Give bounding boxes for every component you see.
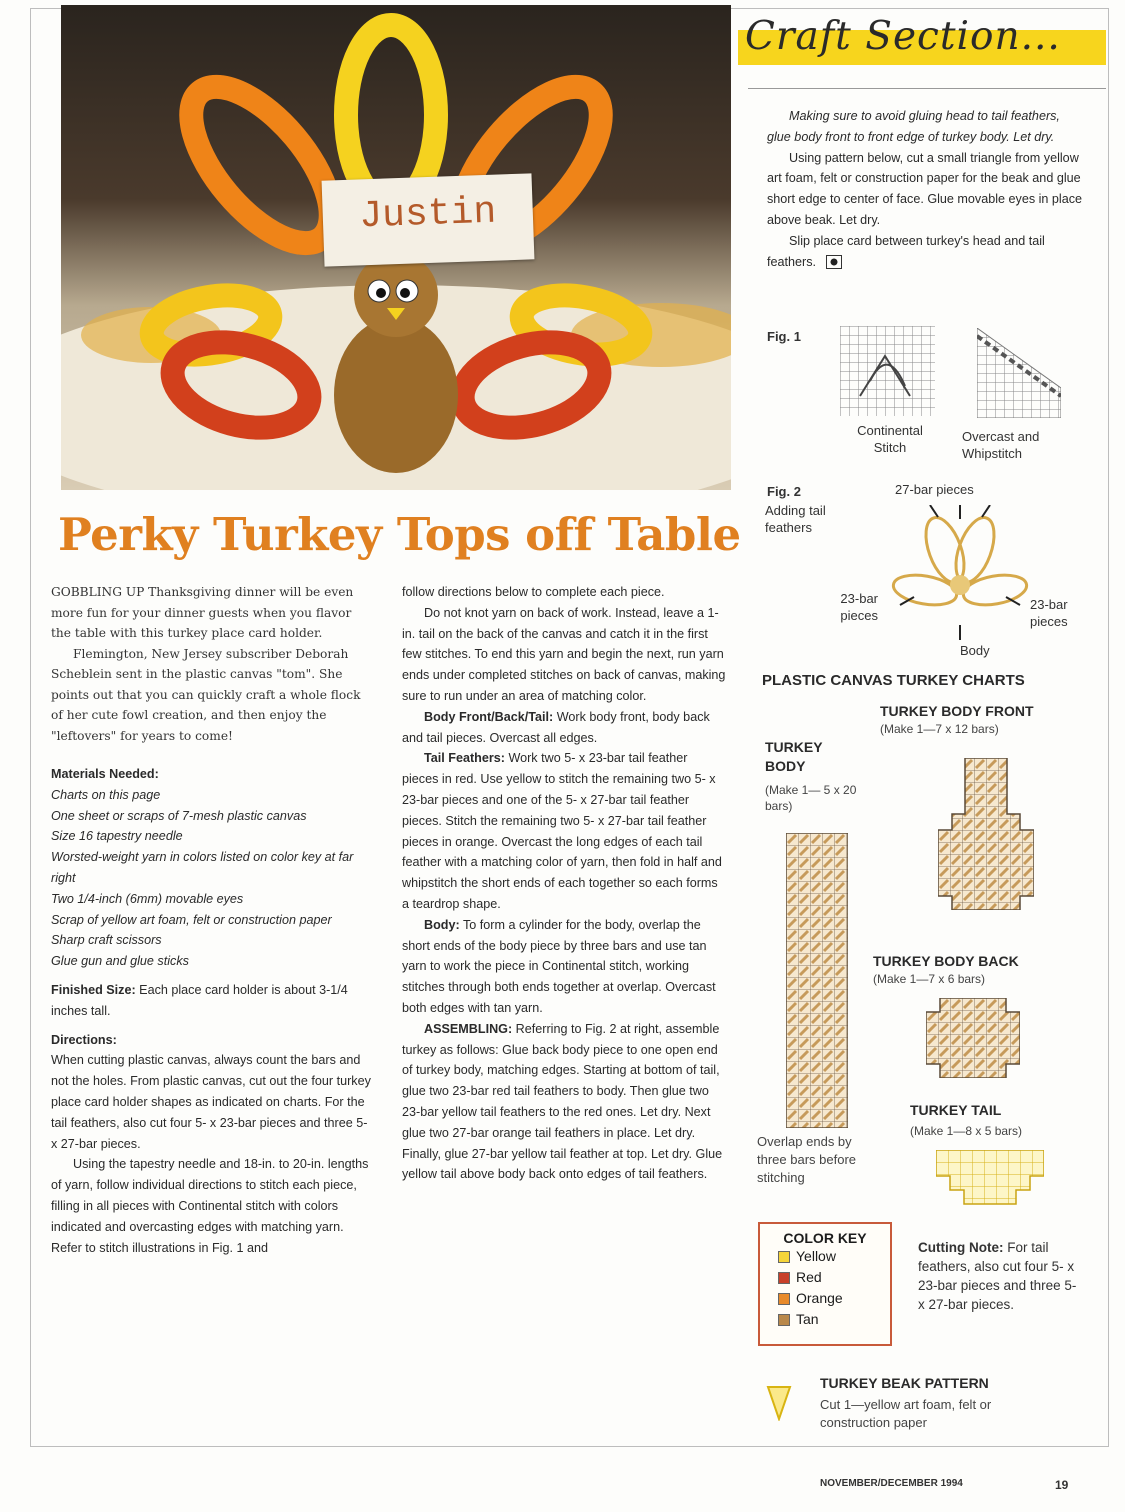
body-title: TURKEY BODY (765, 739, 823, 774)
col3-paragraph-2: Using pattern below, cut a small triangle from yellow art foam, felt or construction paper for the beak and glue short edge to center of face. Glue movable eyes in place above beak. Let dry. (767, 150, 1083, 227)
charts-title: PLASTIC CANVAS TURKEY CHARTS (762, 672, 1025, 689)
turkey-body-back-chart (926, 998, 1020, 1078)
finished-size (51, 980, 371, 1022)
fig2-right-label: 23-bar pieces (1030, 597, 1068, 629)
beak-text: Cut 1—yellow art foam, felt or construction paper (820, 1397, 992, 1430)
body-fbt-text: Work body front, body back and tail pieces. Overcast all edges. (402, 709, 710, 745)
red-swatch (778, 1272, 790, 1284)
materials-list (51, 785, 371, 972)
cutting-note (918, 1238, 1078, 1314)
color-key-item (778, 1267, 890, 1288)
footer-issue: NOVEMBER/DECEMBER 1994 (820, 1478, 963, 1489)
materials-item: Scrap of yellow art foam, felt or construction paper (51, 912, 332, 927)
article-headline: Perky Turkey Tops off Table (58, 508, 741, 561)
body-back-sub: (Make 1—7 x 6 bars) (873, 972, 986, 986)
fig1-right-caption: Overcast and Whipstitch (962, 429, 1040, 461)
body-front-title: TURKEY BODY FRONT (880, 703, 1034, 719)
color-key-label: Tan (796, 1311, 819, 1327)
section-title: Craft Section... (745, 14, 1061, 59)
assembling-text: Referring to Fig. 2 at right, assemble turkey as follows: Glue back body piece to one open end of turkey body, matching edges. Starting at bottom of tail, glue two 23-bar red tail feathers to body. Then glue two 23-bar yellow tail feathers to the red ones. Let dry. Next glue two 27-bar orange tail feathers in place. Let dry. Finally, glue 27-bar yellow tail feather at top. Let dry. Glue yellow tail above body back onto edges of tail feathers. (402, 1021, 723, 1182)
materials-item: Charts on this page (51, 787, 161, 802)
color-key-label: Red (796, 1269, 822, 1285)
turkey-photo (61, 5, 731, 490)
overcast-whipstitch-diagram (977, 328, 1061, 418)
fig2-bottom-label: Body (960, 643, 990, 658)
materials-item: Size 16 tapestry needle (51, 829, 183, 844)
orange-swatch (778, 1293, 790, 1305)
color-key-title: COLOR KEY (783, 1230, 867, 1246)
intro-paragraph-1: GOBBLING UP Thanksgiving dinner will be even more fun for your dinner guests when you flavor the table with this turkey place card holder. (51, 585, 354, 640)
section-rule (748, 88, 1106, 89)
directions-heading: Directions: (51, 1032, 117, 1047)
color-key-item (778, 1309, 890, 1330)
col3-paragraph-3 (767, 231, 1087, 273)
tail-sub: (Make 1—8 x 5 bars) (910, 1124, 1023, 1138)
body-front-sub: (Make 1—7 x 12 bars) (880, 722, 999, 736)
beak-pattern-icon (766, 1385, 792, 1421)
body-text: To form a cylinder for the body, overlap the short ends of the body piece by three bars and use tan yarn to work the piece in Continental stitch, working stitches through both ends together at overlap. Overcast both edges with tan yarn. (402, 917, 716, 1015)
turkey-tail-chart (936, 1150, 1044, 1216)
directions-paragraph-1: When cutting plastic canvas, always count the bars and not the holes. From plastic canvas, cut out the four turkey place card holder shapes as indicated on charts. For the tail feathers, also cut four 5- x 23-bar pieces and three 5- x 27-bar pieces. (51, 1053, 371, 1151)
body-fbt-paragraph (402, 707, 727, 749)
materials-item: Worsted-weight yarn in colors listed on color key at far right (51, 850, 354, 885)
end-of-article-icon (826, 255, 842, 269)
fig2-caption: Adding tail feathers (765, 503, 826, 535)
body-note: Overlap ends by three bars before stitching (757, 1134, 857, 1185)
tail-title: TURKEY TAIL (910, 1102, 1002, 1118)
col3-paragraph-1: Making sure to avoid gluing head to tail feathers, glue body front to front edge of turkey body. Let dry. (767, 109, 1060, 144)
fig2-label: Fig. 2 (767, 484, 801, 499)
materials-item: Sharp craft scissors (51, 933, 162, 948)
fig1-left-caption: Continental Stitch (857, 423, 923, 455)
body-heading: Body: (424, 917, 460, 932)
assembling-paragraph (402, 1019, 727, 1185)
footer-page-number: 19 (1055, 1478, 1069, 1492)
assembling-heading: ASSEMBLING: (424, 1021, 513, 1036)
body-fbt-heading: Body Front/Back/Tail: (424, 709, 554, 724)
materials-heading: Materials Needed: (51, 767, 159, 781)
materials-item: Glue gun and glue sticks (51, 954, 189, 969)
cutting-note-heading: Cutting Note: (918, 1240, 1004, 1255)
continental-stitch-diagram (840, 326, 935, 416)
tan-swatch (778, 1314, 790, 1326)
body-back-title: TURKEY BODY BACK (873, 953, 1019, 969)
turkey-body-chart (786, 833, 848, 1128)
tail-feathers-paragraph (402, 748, 727, 914)
color-key-item (778, 1288, 890, 1309)
tail-feather-assembly-diagram (880, 505, 1040, 645)
finished-size-text: Each place card holder is about 3-1/4 inches tall. (51, 982, 348, 1018)
cutting-note-text: For tail feathers, also cut four 5- x 23-bar pieces and three 5- x 27-bar pieces. (918, 1240, 1077, 1312)
beak-title: TURKEY BEAK PATTERN (820, 1375, 989, 1391)
fig1-label: Fig. 1 (767, 329, 801, 344)
col2-paragraph-1: follow directions below to complete each piece. (402, 585, 665, 599)
directions-paragraph-2: Using the tapestry needle and 18-in. to 20-in. lengths of yarn, follow individual directions to stitch each piece, filling in all pieces with Continental stitch with colors indicated and overcasting edges with matching yarn. Refer to stitch illustrations in Fig. 1 and (51, 1157, 369, 1255)
color-key-label: Yellow (796, 1248, 836, 1264)
body-sub: (Make 1— 5 x 20 bars) (765, 783, 857, 813)
color-key-label: Orange (796, 1290, 843, 1306)
materials-item: One sheet or scraps of 7-mesh plastic canvas (51, 808, 307, 823)
tail-feathers-text: Work two 5- x 23-bar tail feather pieces in red. Use yellow to stitch the remaining two 5- x 23-bar pieces and one of the 5- x 27-bar tail feather pieces. Stitch the remaining two 5- x 27-bar tail feather pieces in orange. Overcast the long edges of each tail feather with a matching color of yarn, then fold in half and whipstitch the short ends of each together so each forms a teardrop shape. (402, 751, 722, 911)
column-2 (402, 582, 727, 1185)
fig2-top-label: 27-bar pieces (895, 482, 974, 497)
body-paragraph (402, 915, 727, 1019)
fig2-left-label: 23-bar pieces (840, 591, 878, 623)
finished-size-heading: Finished Size: (51, 982, 136, 997)
yellow-swatch (778, 1251, 790, 1263)
turkey-body-front-chart (938, 758, 1034, 910)
column-1 (51, 582, 371, 1258)
intro-paragraph-2: Flemington, New Jersey subscriber Deborah Scheblein sent in the plastic canvas "tom". She points out that you can quickly craft a whole flock of her cute fowl creation, and then enjoy the "leftovers" for years to come! (51, 646, 361, 743)
place-card-name: Justin (358, 190, 497, 239)
materials-item: Two 1/4-inch (6mm) movable eyes (51, 891, 244, 906)
col3-paragraph-3-text: Slip place card between turkey's head and tail feathers. (767, 233, 1045, 269)
column-3 (767, 106, 1087, 272)
color-key (758, 1222, 892, 1346)
color-key-item (778, 1246, 890, 1267)
col2-paragraph-2: Do not knot yarn on back of work. Instead, leave a 1-in. tail on the back of the canvas and catch it in the first few stitches. To end this yarn and begin the next, run yarn ends under completed stitches on back of canvas, making sure to run under an area of matching color. (402, 605, 726, 703)
tail-feathers-heading: Tail Feathers: (424, 751, 505, 766)
place-card (322, 173, 535, 266)
